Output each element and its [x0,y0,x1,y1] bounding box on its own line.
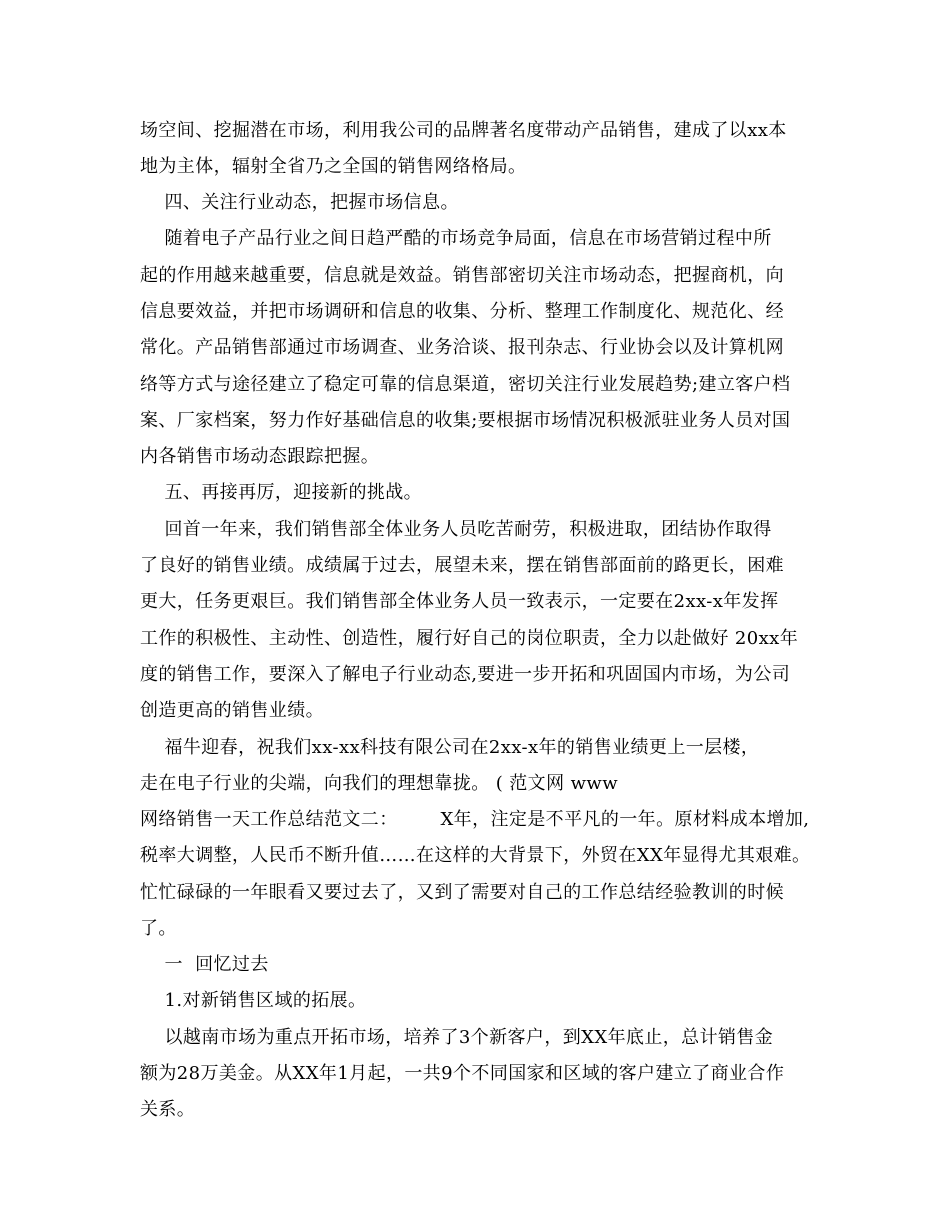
text-line: 关系。 [140,1099,196,1120]
text-line: 内各销售市场动态跟踪把握。 [140,446,380,467]
text-line: 地为主体，辐射全省乃之全国的销售网络格局。 [140,156,527,177]
text-line: 信息要效益，并把市场调研和信息的收集、分析、整理工作制度化、规范化、经 [140,301,784,322]
text-line: 工作的积极性、主动性、创造性，履行好自己的岗位职责，全力以赴做好 20xx年 [140,628,799,649]
text-line: 度的销售工作，要深入了解电子行业动态,要进一步开拓和巩固国内市场，为公司 [140,664,791,685]
text-line: 额为28万美金。从XX年1月起，一共9个不同国家和区域的客户建立了商业合作 [140,1063,785,1084]
text-line: 场空间、挖掘潜在市场，利用我公司的品牌著名度带动产品销售，建成了以xx本 [140,120,787,141]
text-line: 了。 [140,918,177,939]
text-line: 以越南市场为重点开拓市场，培养了3个新客户，到XX年底止，总计销售金 [140,1027,774,1048]
text-line: 了良好的销售业绩。成绩属于过去，展望未来，摆在销售部面前的路更长，困难 [140,555,784,576]
text-line: 创造更高的销售业绩。 [140,700,324,721]
section-heading: 五、再接再厉，迎接新的挑战。 [140,482,423,503]
text-line: 忙忙碌碌的一年眼看又要过去了，又到了需要对自己的工作总结经验教训的时候 [140,882,784,903]
text-line: 回首一年来，我们销售部全体业务人员吃苦耐劳，积极进取，团结协作取得 [140,519,772,540]
text-line: 随着电子产品行业之间日趋严酷的市场竞争局面，信息在市场营销过程中所 [140,228,772,249]
section-heading: 四、关注行业动态，把握市场信息。 [140,192,459,213]
text-line: 走在电子行业的尖端，向我们的理想靠拢。 ( 范文网 www [140,773,619,794]
text-line: 税率大调整，人民币不断升值……在这样的大背景下，外贸在XX年显得尤其艰难。 [140,845,811,866]
article-title-line: 网络销售一天工作总结范文二： X年，注定是不平凡的一年。原材料成本增加, [140,809,810,830]
text-line: 起的作用越来越重要，信息就是效益。销售部密切关注市场动态，把握商机，向 [140,265,784,286]
text-line: 福牛迎春，祝我们xx-xx科技有限公司在2xx-x年的销售业绩更上一层楼， [140,737,760,758]
text-line: 案、厂家档案，努力作好基础信息的收集;要根据市场情况积极派驻业务人员对国 [140,410,791,431]
text-line: 常化。产品销售部通过市场调查、业务洽谈、报刊杂志、行业协会以及计算机网 [140,337,784,358]
text-line: 络等方式与途径建立了稳定可靠的信息渠道，密切关注行业发展趋势;建立客户档 [140,374,791,395]
subsection-heading: 1.对新销售区域的拓展。 [140,990,367,1011]
text-line: 更大，任务更艰巨。我们销售部全体业务人员一致表示，一定要在2xx-x年发挥 [140,591,779,612]
section-heading: 一 回忆过去 [140,954,269,975]
